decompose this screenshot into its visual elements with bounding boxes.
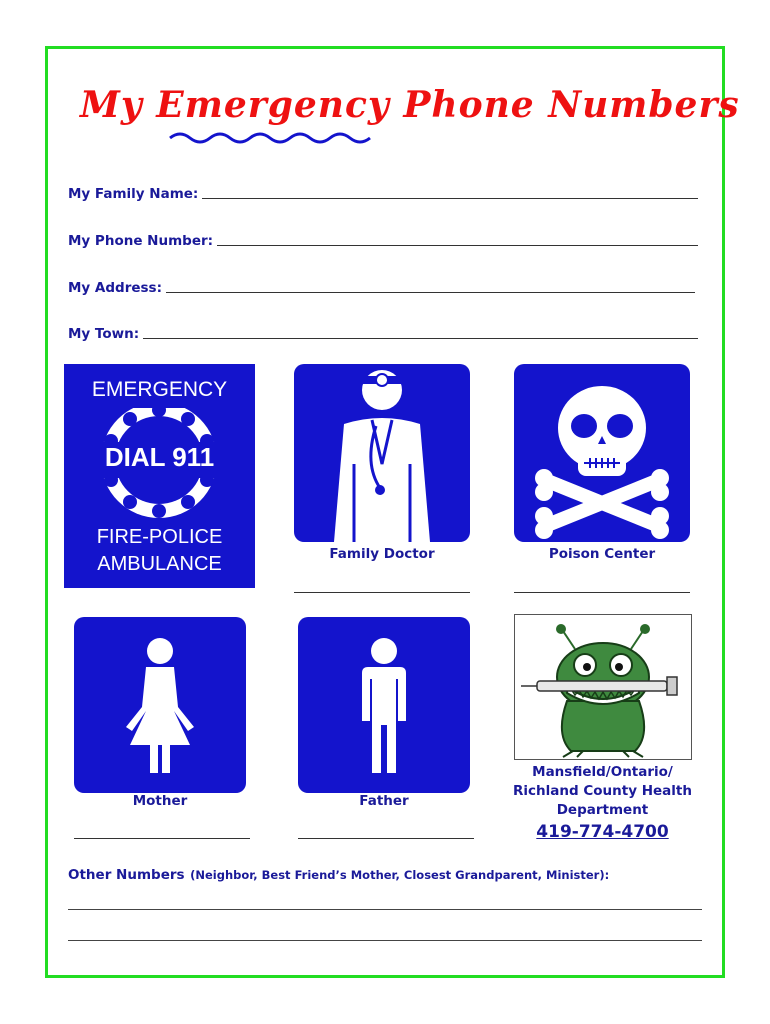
doctor-icon — [294, 364, 470, 542]
other-numbers-heading — [68, 864, 609, 883]
family-name-line[interactable] — [202, 198, 698, 199]
other-numbers-label: Other Numbers — [68, 867, 185, 883]
emergency-911-sign — [64, 364, 255, 588]
woman-icon — [74, 617, 246, 793]
fire-police-text: FIRE-POLICE — [96, 526, 223, 548]
fire-police-ambulance-label — [64, 524, 255, 578]
mother-line[interactable] — [74, 838, 250, 839]
poison-tile — [514, 364, 690, 542]
family-name-label: My Family Name: — [68, 186, 199, 202]
poison-center-line[interactable] — [514, 592, 690, 593]
phone-number-line[interactable] — [217, 245, 698, 246]
health-department-phone[interactable]: 419-774-4700 — [536, 822, 669, 842]
phone-number-field[interactable] — [68, 227, 698, 249]
doctor-tile — [294, 364, 470, 542]
health-department-monster — [514, 614, 692, 760]
father-label: Father — [359, 793, 409, 809]
phone-number-label: My Phone Number: — [68, 233, 214, 249]
title-underline-squiggle — [168, 128, 388, 150]
mother-label: Mother — [132, 793, 188, 809]
family-doctor-label: Family Doctor — [329, 546, 435, 562]
skull-crossbones-icon — [514, 364, 690, 542]
family-doctor-line[interactable] — [294, 592, 470, 593]
emergency-label: EMERGENCY — [91, 378, 228, 401]
address-line[interactable] — [166, 292, 695, 293]
dial-911-label: DIAL 911 — [104, 442, 215, 472]
mother-tile — [74, 617, 246, 793]
father-line[interactable] — [298, 838, 474, 839]
address-field[interactable] — [68, 274, 695, 296]
father-tile — [298, 617, 470, 793]
other-numbers-examples: (Neighbor, Best Friend’s Mother, Closest Grandparent, Minister): — [190, 868, 610, 882]
ambulance-text: AMBULANCE — [97, 553, 222, 575]
page-title: My Emergency Phone Numbers — [80, 84, 740, 126]
other-numbers-line-1[interactable] — [68, 909, 702, 910]
town-line[interactable] — [143, 338, 698, 339]
town-field[interactable] — [68, 320, 698, 342]
other-numbers-line-2[interactable] — [68, 940, 702, 941]
town-label: My Town: — [68, 326, 140, 342]
monster-icon — [515, 615, 691, 759]
man-icon — [298, 617, 470, 793]
poison-center-label: Poison Center — [548, 546, 656, 562]
address-label: My Address: — [68, 280, 162, 296]
family-name-field[interactable] — [68, 180, 698, 202]
health-department-name: Mansfield/Ontario/ Richland County Health Department — [513, 764, 692, 818]
